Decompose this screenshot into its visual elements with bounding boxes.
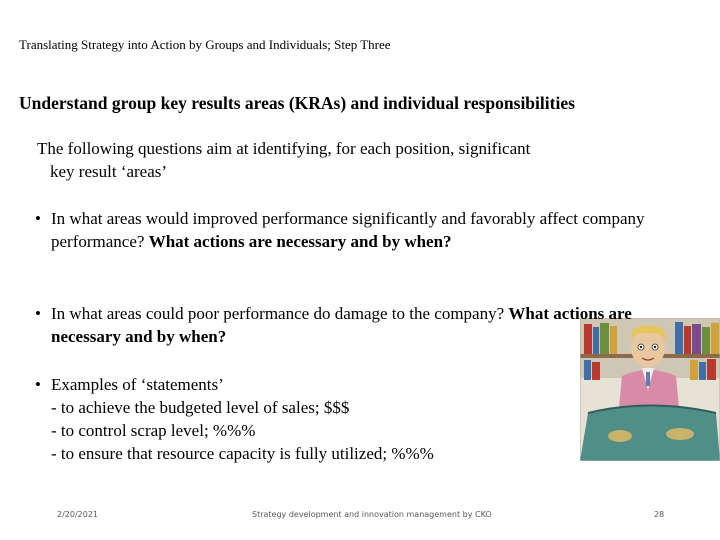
bullet-question: In what areas would improved performance significantly and favorably affect company performance? (51, 209, 645, 251)
bullet-examples (35, 373, 645, 465)
bullet-glyph: • (35, 375, 41, 394)
intro-line-2: key result ‘areas’ (50, 162, 168, 181)
bullet-improved-performance (35, 207, 645, 253)
footer-title: Strategy development and innovation management by CKO (252, 510, 492, 519)
bullet-text (35, 302, 645, 348)
intro-line-1: The following questions aim at identifying, for each position, significant (37, 139, 531, 158)
bullet-text (35, 207, 645, 253)
bullet-text (35, 373, 645, 465)
examples-title: Examples of ‘statements’ (51, 375, 224, 394)
intro-paragraph (37, 137, 637, 183)
footer-page-number: 28 (654, 510, 665, 519)
slide-heading: Translating Strategy into Action by Groups and Individuals; Step Three (19, 37, 391, 52)
bullet-poor-performance (35, 302, 645, 348)
bullet-glyph: • (35, 209, 41, 228)
bullet-question: In what areas could poor performance do damage to the company? (51, 304, 509, 323)
bullet-glyph: • (35, 304, 41, 323)
example-line: - to control scrap level; %%% (51, 421, 256, 440)
example-line: - to achieve the budgeted level of sales; $$$ (51, 398, 350, 417)
slide-subheading: Understand group key results areas (KRAs) and individual responsibilities (19, 93, 575, 113)
bullet-action-question: What actions are necessary and by when? (148, 232, 452, 251)
example-line: - to ensure that resource capacity is fully utilized; %%% (51, 444, 434, 463)
footer-date: 2/20/2021 (57, 510, 99, 519)
bullet-action-question: What actions are necessary and by when? (51, 304, 632, 346)
